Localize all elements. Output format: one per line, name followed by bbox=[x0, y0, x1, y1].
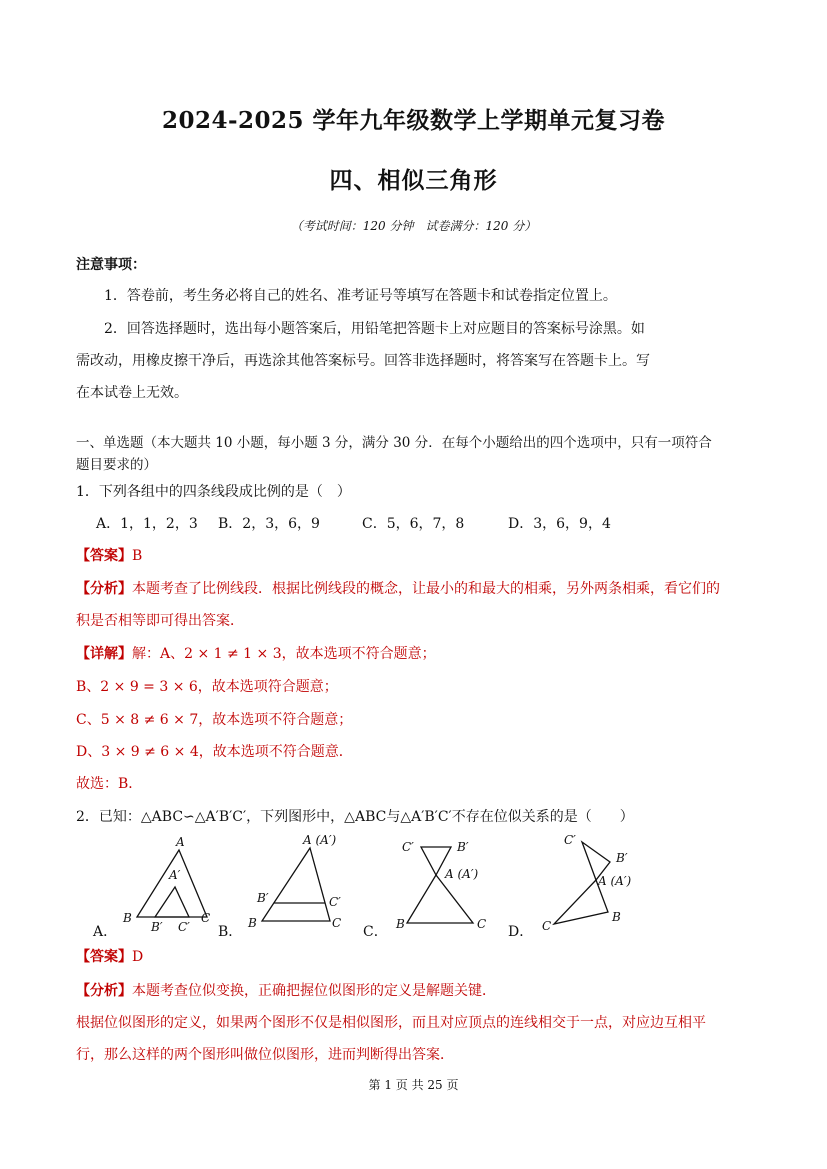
label-a: A (A′) bbox=[303, 833, 337, 847]
notice-item-2-line-1: 2．回答选择题时，选出每小题答案后，用铅笔把答题卡上对应题目的答案标号涂黑。如 bbox=[104, 321, 645, 337]
label-b: B bbox=[248, 916, 257, 930]
label-c1: C′ bbox=[178, 920, 190, 932]
q1-option-a: A．1，1，2，3 bbox=[96, 516, 198, 532]
triangle-abc bbox=[407, 875, 473, 923]
label-b: B bbox=[123, 911, 132, 925]
q2-analysis-label: 【分析】 bbox=[76, 983, 132, 999]
label-b1: B′ bbox=[151, 920, 163, 932]
triangle-a1b1c1 bbox=[155, 887, 189, 917]
label-b: B bbox=[612, 910, 621, 924]
label-b1: B′ bbox=[457, 840, 469, 854]
chapter-title: 四、相似三角形 bbox=[329, 167, 498, 194]
q1-answer-label: 【答案】 bbox=[76, 548, 132, 564]
notice-item-1: 1．答卷前，考生务必将自己的姓名、准考证号等填写在答题卡和试卷指定位置上。 bbox=[104, 288, 617, 304]
q2-option-c-label: C． bbox=[363, 924, 388, 940]
q2-stem: 2．已知：△ABC∽△A′B′C′，下列图形中，△ABC与△A′B′C′不存在位似关系的是（ ） bbox=[76, 809, 634, 825]
label-b1: B′ bbox=[616, 851, 628, 865]
q1-detail-line-2: B、2 × 9 = 3 × 6，故本选项符合题意； bbox=[76, 679, 338, 695]
triangle-abc bbox=[262, 848, 330, 921]
label-c: C bbox=[477, 917, 487, 931]
notice-heading: 注意事项： bbox=[76, 257, 146, 273]
label-c1: C′ bbox=[329, 895, 341, 909]
label-c1: C′ bbox=[402, 840, 414, 854]
label-c: C bbox=[201, 911, 211, 925]
page-footer: 第 1 页 共 25 页 bbox=[368, 1078, 459, 1092]
q1-detail-line-4: D、3 × 9 ≠ 6 × 4，故本选项不符合题意． bbox=[76, 744, 353, 760]
triangle-abc bbox=[137, 850, 207, 917]
q2-analysis-text: 本题考查位似变换，正确把握位似图形的定义是解题关键． bbox=[132, 983, 496, 999]
section-heading-line-1: 一、单选题（本大题共 10 小题，每小题 3 分，满分 30 分．在每个小题给出的四个选项中，只有一项符合 bbox=[76, 435, 712, 451]
q2-option-a-label: A． bbox=[93, 924, 118, 940]
label-a: A (A′) bbox=[598, 874, 632, 888]
q1-conclusion: 故选：B． bbox=[76, 776, 143, 792]
label-b: B bbox=[396, 917, 405, 931]
label-a1: A′ bbox=[169, 868, 181, 882]
q2-answer-value: D bbox=[132, 949, 144, 965]
q1-answer-value: B bbox=[132, 548, 143, 564]
label-a: A (A′) bbox=[445, 867, 479, 881]
q2-analysis-line-1 bbox=[76, 980, 496, 1000]
notice-item-2-line-3: 在本试卷上无效。 bbox=[76, 385, 188, 401]
label-c: C bbox=[542, 919, 552, 933]
notice-item-2-line-2: 需改动，用橡皮擦干净后，再选涂其他答案标号。回答非选择题时，将答案写在答题卡上。写 bbox=[76, 353, 650, 369]
q1-analysis-line-2: 积是否相等即可得出答案． bbox=[76, 613, 244, 629]
q2-analysis-line-3: 行，那么这样的两个图形叫做位似图形，进而判断得出答案． bbox=[76, 1047, 454, 1063]
q1-analysis-line-1 bbox=[76, 578, 720, 598]
q2-figure-d bbox=[530, 832, 645, 936]
q2-answer-label: 【答案】 bbox=[76, 949, 132, 965]
page-title: 2024-2025 学年九年级数学上学期单元复习卷 bbox=[161, 107, 666, 134]
q1-stem: 1．下列各组中的四条线段成比例的是（ ） bbox=[76, 484, 351, 500]
label-a: A bbox=[176, 835, 185, 849]
label-c1: C′ bbox=[564, 833, 576, 847]
q2-analysis-line-2: 根据位似图形的定义，如果两个图形不仅是相似图形，而且对应顶点的连线相交于一点，对应边互相平 bbox=[76, 1015, 706, 1031]
q1-detail-text: 解：A、2 × 1 ≠ 1 × 3，故本选项不符合题意； bbox=[132, 646, 436, 662]
section-heading-line-2: 题目要求的） bbox=[76, 457, 157, 473]
q1-option-c: C．5，6，7，8 bbox=[362, 516, 465, 532]
label-c: C bbox=[332, 916, 342, 930]
exam-info: （考试时间：120 分钟 试卷满分：120 分） bbox=[290, 219, 537, 233]
q1-detail-line-3: C、5 × 8 ≠ 6 × 7，故本选项不符合题意； bbox=[76, 712, 353, 728]
q1-detail-label: 【详解】 bbox=[76, 646, 132, 662]
q1-option-d: D．3，6，9，4 bbox=[508, 516, 611, 532]
label-b1: B′ bbox=[257, 891, 269, 905]
q1-analysis-label: 【分析】 bbox=[76, 581, 132, 597]
q1-answer bbox=[76, 545, 142, 565]
q2-answer bbox=[76, 946, 143, 966]
q2-figure-c bbox=[385, 835, 500, 935]
q1-detail-line-1 bbox=[76, 643, 436, 663]
q2-figure-a bbox=[115, 832, 220, 932]
q2-option-d-label: D． bbox=[508, 924, 534, 940]
q2-figure-b bbox=[240, 830, 355, 934]
q2-option-b-label: B． bbox=[218, 924, 243, 940]
q1-option-b: B．2，3，6，9 bbox=[218, 516, 320, 532]
q1-analysis-text: 本题考查了比例线段．根据比例线段的概念，让最小的和最大的相乘，另外两条相乘，看它们的 bbox=[132, 581, 720, 597]
